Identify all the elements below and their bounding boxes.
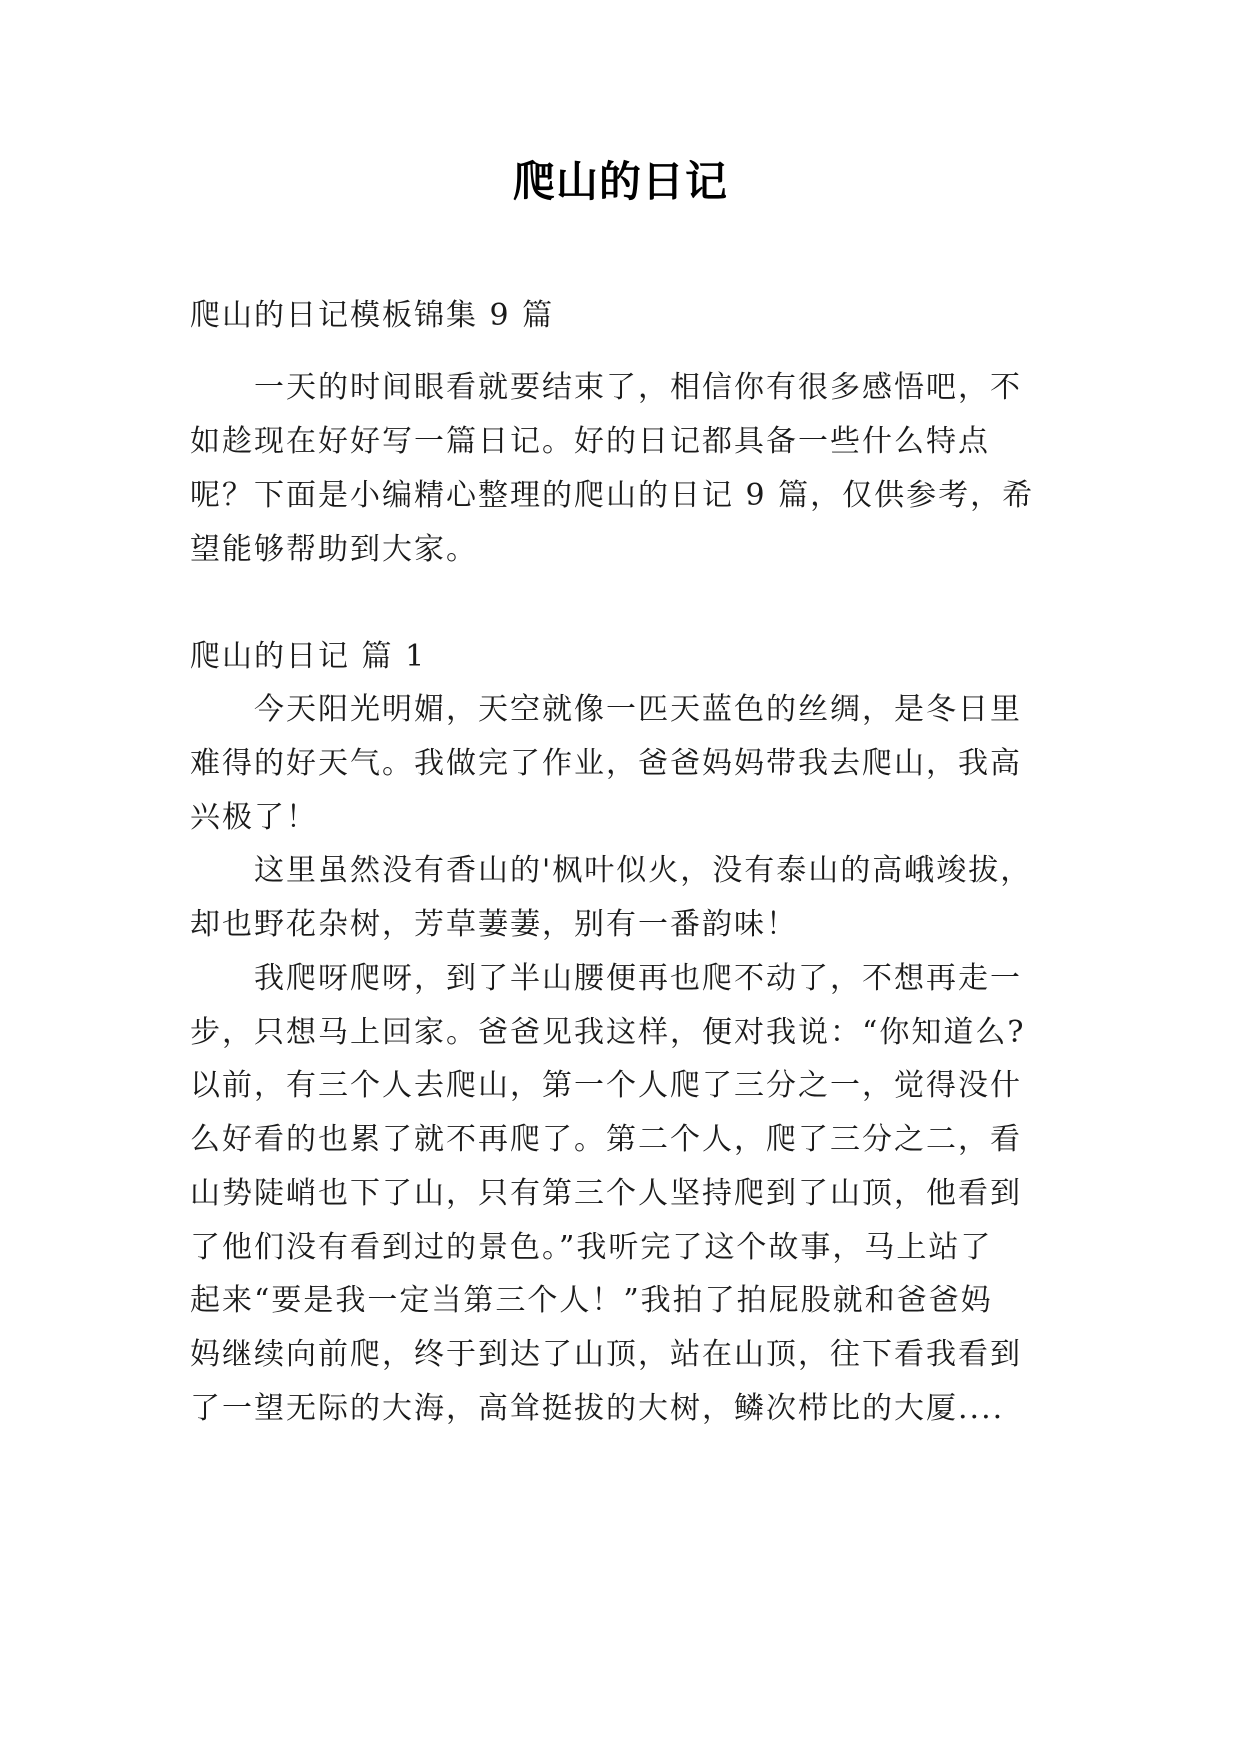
para1-line-1: 今天阳光明媚，天空就像一匹天蓝色的丝绸，是冬日里: [254, 692, 1022, 727]
para3-line-9: 了一望无际的大海，高耸挺拔的大树，鳞次栉比的大厦....: [190, 1391, 1005, 1426]
intro-line-4: 望能够帮助到大家。: [190, 532, 478, 567]
para3-line-7: 起来“要是我一定当第三个人！”我拍了拍屁股就和爸爸妈: [190, 1283, 993, 1318]
para3-line-5: 山势陡峭也下了山，只有第三个人坚持爬到了山顶，他看到: [190, 1176, 1022, 1211]
document-subtitle: 爬山的日记模板锦集 9 篇: [190, 298, 555, 333]
intro-line-2: 如趁现在好好写一篇日记。好的日记都具备一些什么特点: [190, 424, 990, 459]
para3-line-3: 以前，有三个人去爬山，第一个人爬了三分之一，觉得没什: [190, 1068, 1022, 1103]
para3-line-2: 步，只想马上回家。爸爸见我这样，便对我说：“你知道么?: [190, 1015, 1026, 1050]
para3-line-8: 妈继续向前爬，终于到达了山顶，站在山顶，往下看我看到: [190, 1337, 1022, 1372]
section-heading: 爬山的日记 篇 1: [190, 639, 427, 674]
para2-line-2: 却也野花杂树，芳草萋萋，别有一番韵味！: [190, 907, 798, 942]
intro-line-3: 呢？下面是小编精心整理的爬山的日记 9 篇，仅供参考，希: [190, 478, 1035, 513]
para3-line-1: 我爬呀爬呀，到了半山腰便再也爬不动了，不想再走一: [254, 961, 1022, 996]
para3-line-6: 了他们没有看到过的景色。”我听完了这个故事，马上站了: [190, 1230, 993, 1265]
para2-line-1: 这里虽然没有香山的'枫叶似火，没有泰山的高峨竣拔，: [254, 853, 1033, 888]
para1-line-2: 难得的好天气。我做完了作业，爸爸妈妈带我去爬山，我高: [190, 746, 1022, 781]
para3-line-4: 么好看的也累了就不再爬了。第二个人，爬了三分之二，看: [190, 1122, 1022, 1157]
intro-line-1: 一天的时间眼看就要结束了，相信你有很多感悟吧，不: [254, 370, 1022, 405]
para1-line-3: 兴极了！: [190, 800, 318, 835]
document-title: 爬山的日记: [512, 157, 728, 206]
